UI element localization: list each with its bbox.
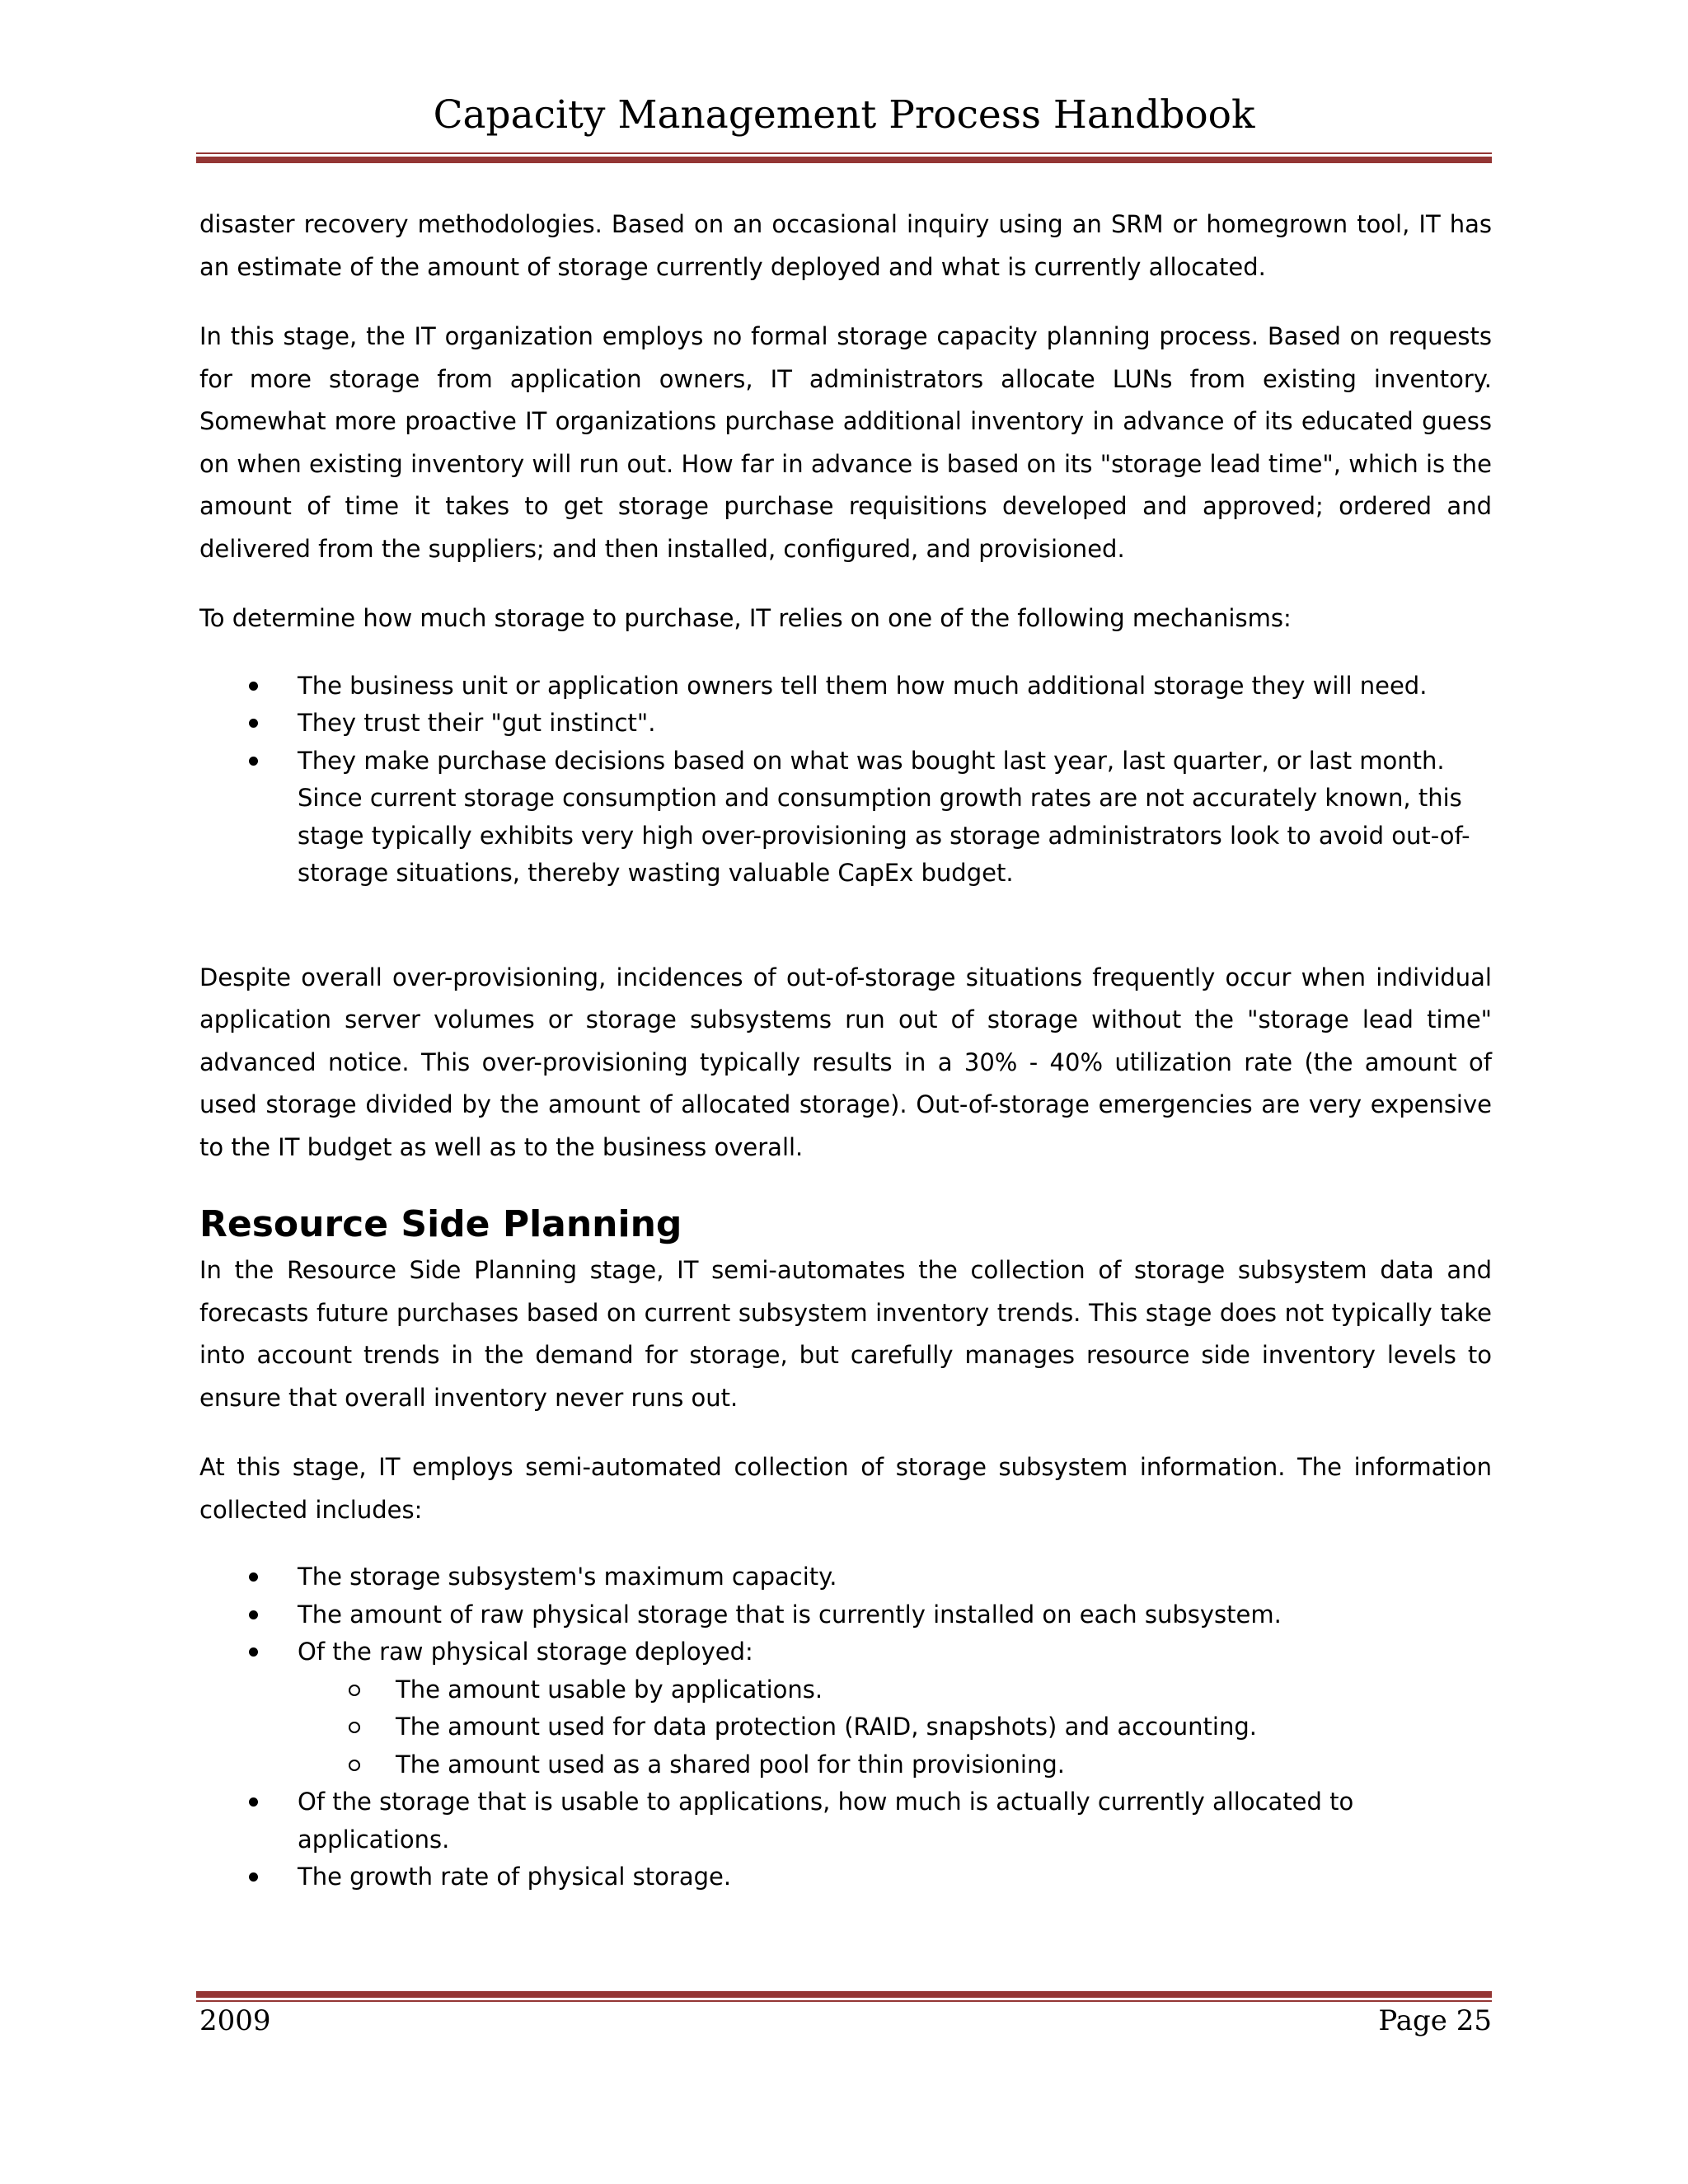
list-item: The business unit or application owners tell them how much additional storage they will need. <box>199 668 1492 705</box>
page-header-title: Capacity Management Process Handbook <box>433 92 1255 138</box>
list-item: Of the storage that is usable to applications, how much is actually currently allocated to applications. <box>199 1783 1492 1858</box>
sub-list-item: The amount used for data protection (RAID, snapshots) and accounting. <box>298 1708 1492 1746</box>
list-item: Of the raw physical storage deployed: <box>199 1633 1492 1671</box>
section-heading: Resource Side Planning <box>199 1203 682 1245</box>
footer-page-number: Page 25 <box>1378 2004 1492 2037</box>
list-item: The growth rate of physical storage. <box>199 1858 1492 1896</box>
footer-rule-thin <box>196 2000 1492 2002</box>
paragraph-6: At this stage, IT employs semi-automated collection of storage subsystem information. The information collected includes: <box>199 1453 1492 1524</box>
collected-info-list <box>199 1558 1492 1671</box>
mechanisms-list <box>199 668 1492 893</box>
paragraph-4: Despite overall over-provisioning, incidences of out-of-storage situations frequently occur when individual application server volumes or storage subsystems run out of storage without the "storage lead time" advanced notice. This over-provisioning typically results in a 30% - 40% utilization rate (the amount of used storage divided by the amount of allocated storage). Out-of-storage emergencies are very expensive to the IT budget as well as to the business overall. <box>199 963 1492 1161</box>
sub-list-item: The amount usable by applications. <box>298 1671 1492 1709</box>
list-item: The storage subsystem's maximum capacity. <box>199 1558 1492 1596</box>
list-item: They trust their "gut instinct". <box>199 705 1492 743</box>
paragraph-5: In the Resource Side Planning stage, IT semi-automates the collection of storage subsystem data and forecasts future purchases based on current subsystem inventory trends. This stage does not typically take into account trends in the demand for storage, but carefully manages resource side inventory levels to ensure that overall inventory never runs out. <box>199 1256 1492 1412</box>
footer-rule-thick <box>196 1991 1492 1998</box>
main-content <box>199 204 1492 1896</box>
paragraph-1: disaster recovery methodologies. Based on an occasional inquiry using an SRM or homegrown tool, IT has an estimate of the amount of storage currently deployed and what is currently allocated. <box>199 210 1492 281</box>
header-rule-thin <box>196 152 1492 154</box>
list-item: They make purchase decisions based on what was bought last year, last quarter, or last month. Since current storage consumption and consumption growth rates are not accurately known, this stage typically exhibits very high over-provisioning as storage administrators look to avoid out-of-storage situations, thereby wasting valuable CapEx budget. <box>199 743 1492 893</box>
list-item: The amount of raw physical storage that is currently installed on each subsystem. <box>199 1596 1492 1634</box>
header-rule-thick <box>196 157 1492 163</box>
paragraph-3: To determine how much storage to purchase, IT relies on one of the following mechanisms: <box>199 604 1292 632</box>
footer-year: 2009 <box>199 2004 271 2037</box>
sub-list-item: The amount used as a shared pool for thin provisioning. <box>298 1746 1492 1784</box>
paragraph-2: In this stage, the IT organization employs no formal storage capacity planning process. Based on requests for more storage from application owners, IT administrators allocate LUNs from existing inventory. Somewhat more proactive IT organizations purchase additional inventory in advance of its educated guess on when existing inventory will run out. How far in advance is based on its "storage lead time", which is the amount of time it takes to get storage purchase requisitions developed and approved; ordered and delivered from the suppliers; and then installed, configured, and provisioned. <box>199 322 1492 563</box>
collected-info-list-continued <box>199 1783 1492 1896</box>
raw-storage-sublist <box>298 1671 1492 1784</box>
